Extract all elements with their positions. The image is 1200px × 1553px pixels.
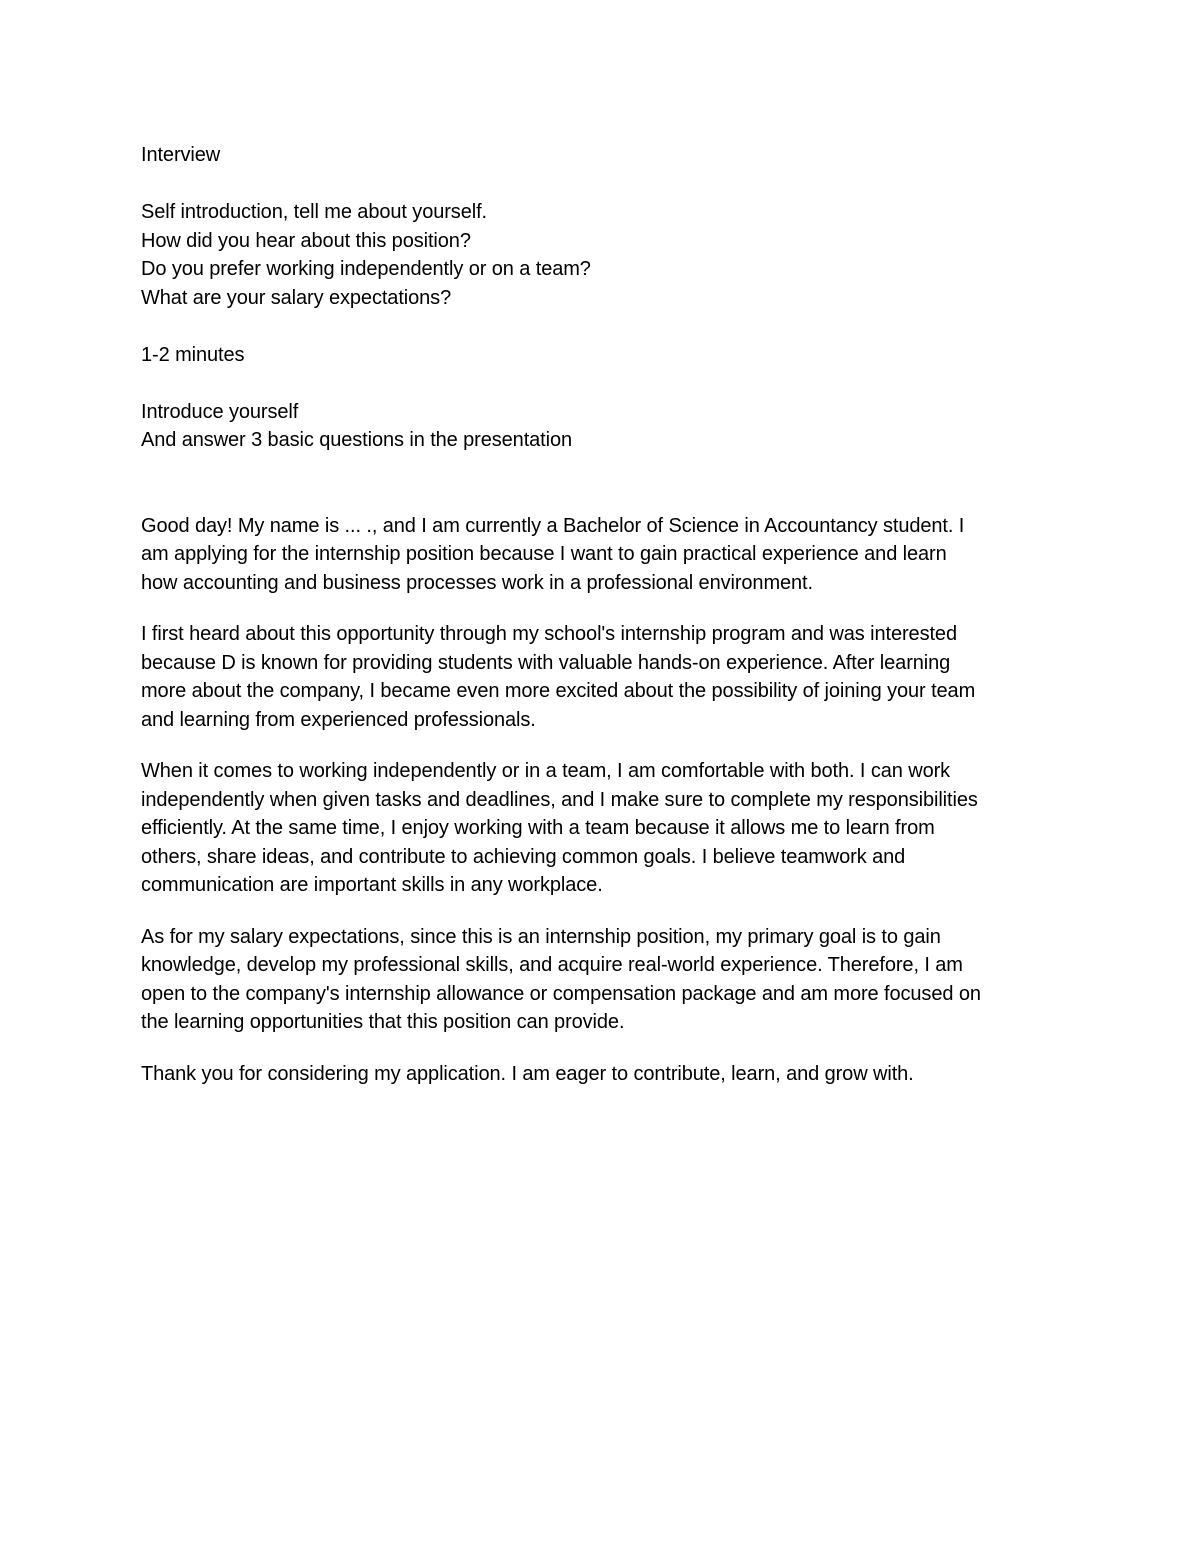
paragraph-line: open to the company's internship allowance or compensation package and am more focused on: [141, 982, 981, 1005]
question-item: Self introduction, tell me about yourself.: [141, 201, 487, 223]
paragraph-line: am applying for the internship position because I want to gain practical experience and learn: [141, 543, 947, 565]
paragraph-line: As for my salary expectations, since this is an internship position, my primary goal is to gain: [141, 925, 941, 948]
paragraph-introduction: [141, 512, 1071, 598]
paragraph-line: how accounting and business processes work in a professional environment.: [141, 571, 813, 594]
document-body: [141, 141, 1071, 1111]
paragraph-line: and learning from experienced professionals.: [141, 708, 536, 731]
instruction-item: And answer 3 basic questions in the presentation: [141, 429, 573, 451]
document-heading: Interview: [141, 144, 221, 166]
paragraph-line: independently when given tasks and deadlines, and I make sure to complete my responsibilities: [141, 788, 978, 811]
paragraph-line: because D is known for providing students with valuable hands-on experience. After learning: [141, 651, 951, 674]
paragraph-closing: [141, 1060, 1071, 1089]
paragraph-how-heard: [141, 620, 1071, 734]
paragraph-line: communication are important skills in any workplace.: [141, 874, 603, 896]
spacer: [141, 369, 1071, 398]
paragraph-line: the learning opportunities that this position can provide.: [141, 1011, 625, 1033]
spacer: [141, 170, 1071, 199]
duration-note: 1-2 minutes: [141, 343, 245, 366]
question-item: How did you hear about this position?: [141, 229, 471, 252]
paragraph-line: Thank you for considering my application. I am eager to contribute, learn, and grow with.: [141, 1062, 914, 1085]
instruction-item: Introduce yourself: [141, 400, 299, 423]
paragraph-line: Good day! My name is ... ., and I am currently a Bachelor of Science in Accountancy student. I: [141, 514, 965, 537]
paragraph-work-style: [141, 757, 1071, 900]
paragraph-line: knowledge, develop my professional skills, and acquire real-world experience. Therefore, I am: [141, 954, 963, 976]
spacer: [141, 312, 1071, 341]
paragraph-line: others, share ideas, and contribute to achieving common goals. I believe teamwork and: [141, 845, 906, 868]
question-item: What are your salary expectations?: [141, 286, 452, 309]
paragraph-line: efficiently. At the same time, I enjoy working with a team because it allows me to learn from: [141, 817, 935, 839]
paragraph-line: When it comes to working independently or in a team, I am comfortable with both. I can work: [141, 760, 951, 782]
spacer: [141, 455, 1071, 512]
question-list: [141, 198, 1071, 312]
paragraph-line: I first heard about this opportunity through my school's internship program and was interested: [141, 623, 957, 645]
paragraph-salary: [141, 923, 1071, 1037]
paragraph-line: more about the company, I became even more excited about the possibility of joining your team: [141, 680, 976, 702]
instruction-list: [141, 398, 1071, 455]
question-item: Do you prefer working independently or on a team?: [141, 258, 591, 280]
